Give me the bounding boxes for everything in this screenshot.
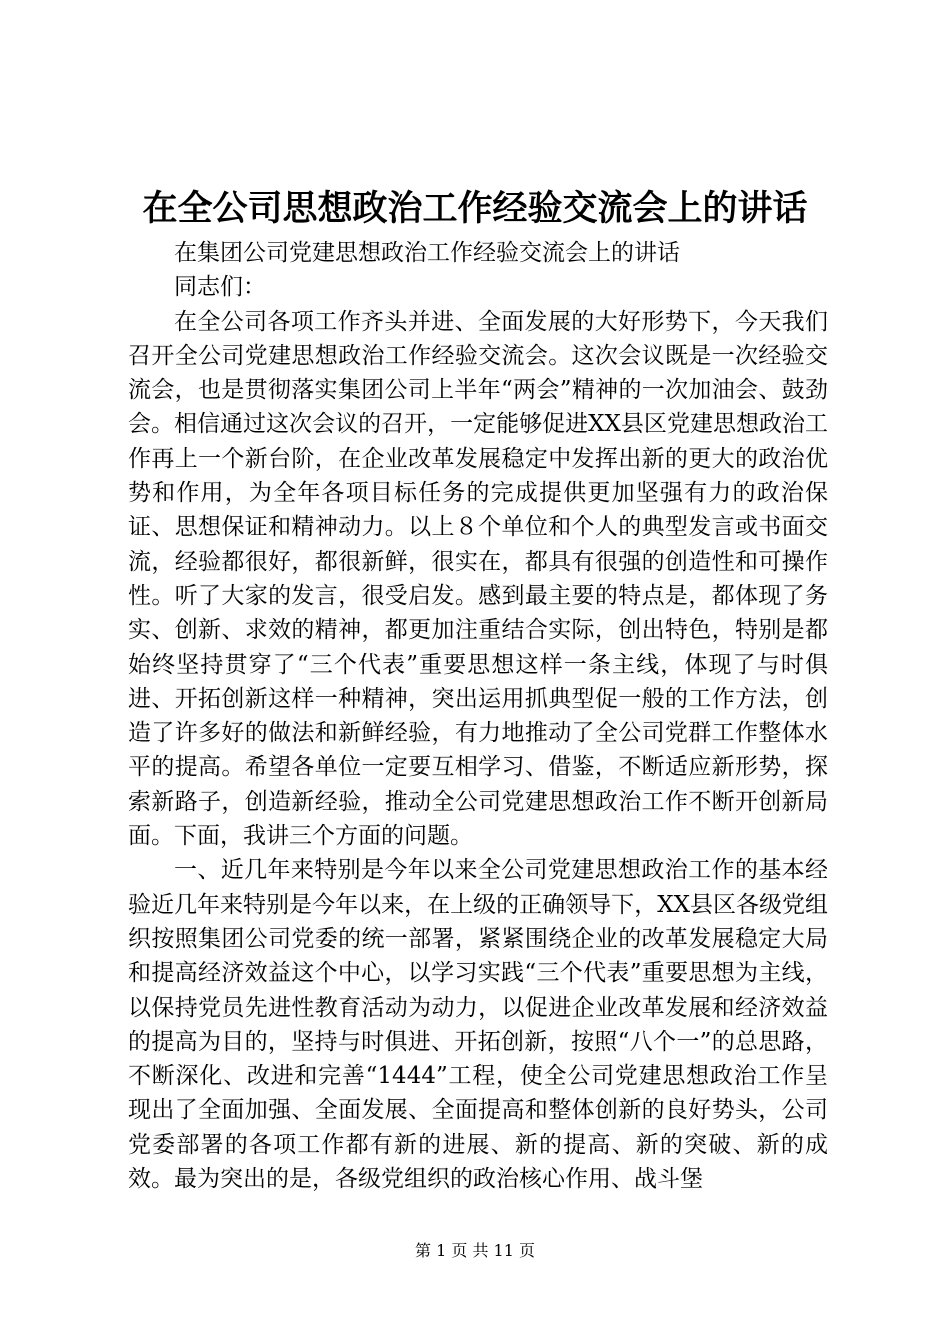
body-paragraph: 一、近几年来特别是今年以来全公司党建思想政治工作的基本经验近几年来特别是今年以来，在上级的正确领导下，XX县区各级党组织按照集团公司党委的统一部署，紧紧围绕企业的改革发展稳定大局和提高经济效益这个中心，以学习实践“三个代表”重要思想为主线，以保持党员先进性教育活动为动力，以促进企业改革发展和经济效益的提高为目的，坚持与时俱进、开拓创新，按照“八个一”的总思路，不断深化、改进和完善“1444”工程，使全公司党建思想政治工作呈现出了全面加强、全面发展、全面提高和整体创新的良好势头，公司党委部署的各项工作都有新的进展、新的提高、新的突破、新的成效。最为突出的是，各级党组织的政治核心作用、战斗堡 <box>128 857 828 1193</box>
subtitle-paragraph: 在集团公司党建思想政治工作经验交流会上的讲话 <box>174 240 680 266</box>
salutation-paragraph: 同志们： <box>174 274 266 301</box>
document-title: 在全公司思想政治工作经验交流会上的讲话 <box>142 188 808 229</box>
body-paragraph: 在全公司各项工作齐头并进、全面发展的大好形势下，今天我们召开全公司党建思想政治工作经验交流会。这次会议既是一次经验交流会，也是贯彻落实集团公司上半年“两会”精神的一次加油会、鼓劲会。相信通过这次会议的召开，一定能够促进XX县区党建思想政治工作再上一个新台阶，在企业改革发展稳定中发挥出新的更大的政治优势和作用，为全年各项目标任务的完成提供更加坚强有力的政治保证、思想保证和精神动力。以上８个单位和个人的典型发言或书面交流，经验都很好，都很新鲜，很实在，都具有很强的创造性和可操作性。听了大家的发言，很受启发。感到最主要的特点是，都体现了务实、创新、求效的精神，都更加注重结合实际，创出特色，特别是都始终坚持贯穿了“三个代表”重要思想这样一条主线，体现了与时俱进、开拓创新这样一种精神，突出运用抓典型促一般的工作方法，创造了许多好的做法和新鲜经验，有力地推动了全公司党群工作整体水平的提高。希望各单位一定要互相学习、借鉴，不断适应新形势，探索新路子，创造新经验，推动全公司党建思想政治工作不断开创新局面。下面，我讲三个方面的问题。 <box>128 308 828 850</box>
document-body <box>128 236 828 1196</box>
page-footer: 第 1 页 共 11 页 <box>415 1241 535 1260</box>
